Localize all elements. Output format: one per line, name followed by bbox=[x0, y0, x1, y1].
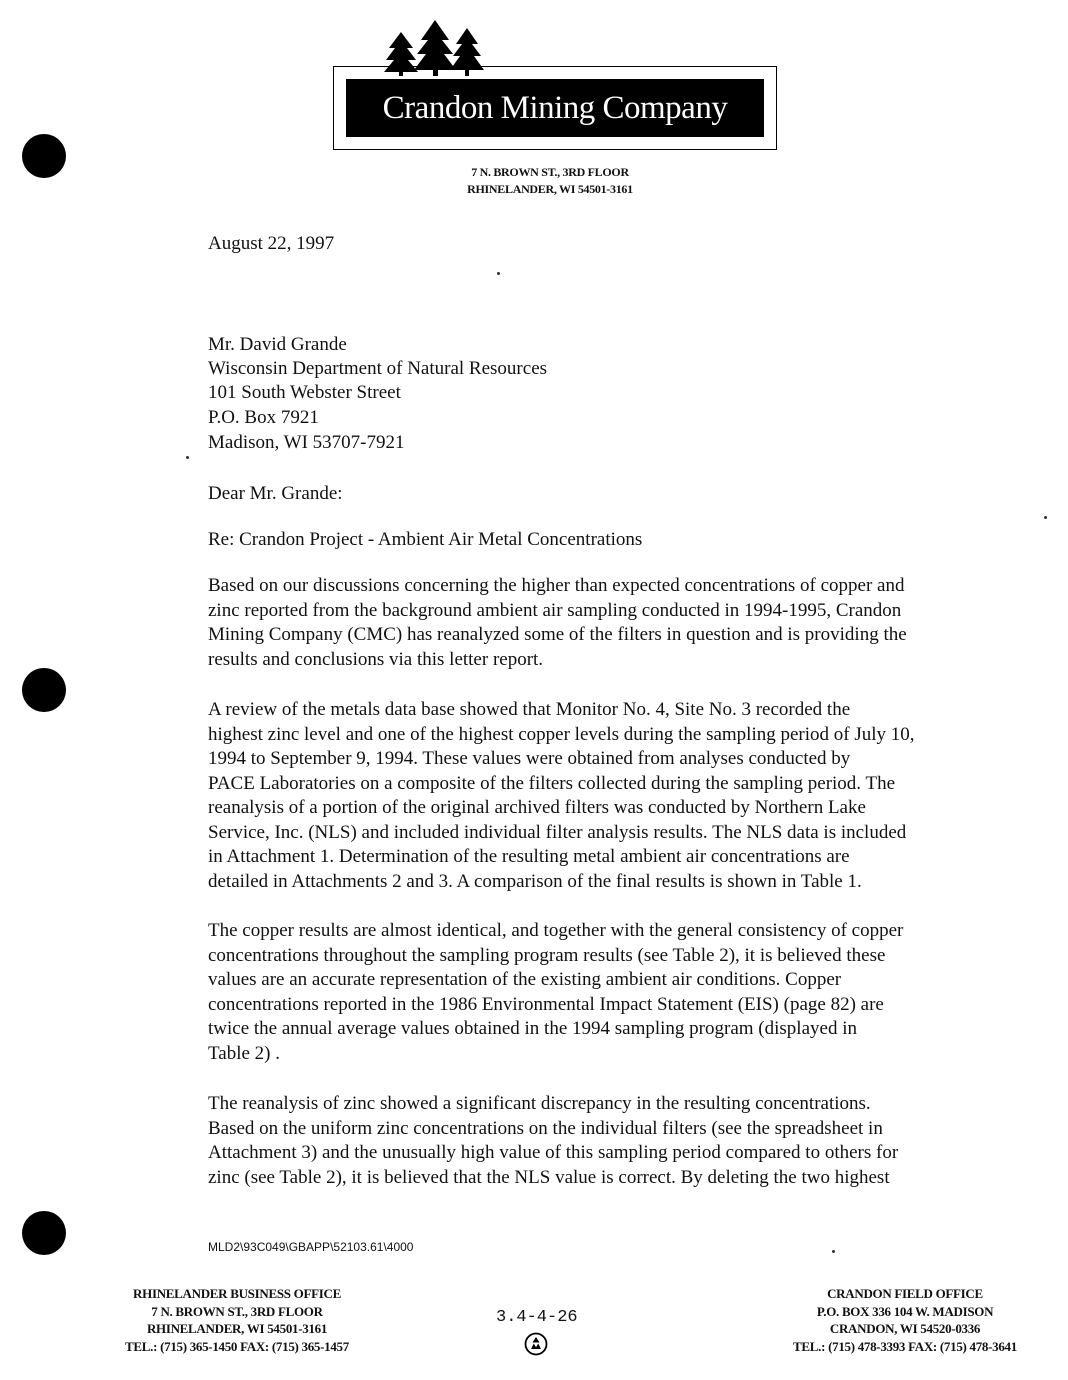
recipient-org: Wisconsin Department of Natural Resources bbox=[208, 358, 548, 379]
footer-business-office bbox=[92, 1285, 382, 1355]
scan-speck bbox=[497, 272, 500, 275]
recipient-name: Mr. David Grande bbox=[208, 334, 347, 355]
paragraph-line: values are an accurate representation of the existing ambient air conditions. Copper bbox=[208, 969, 842, 990]
paragraph-line: Based on our discussions concerning the higher than expected concentrations of copper and bbox=[208, 575, 905, 596]
paragraph-line: in Attachment 1. Determination of the resulting metal ambient air concentrations are bbox=[208, 846, 850, 867]
salutation: Dear Mr. Grande: bbox=[208, 483, 343, 504]
scan-speck bbox=[832, 1250, 835, 1253]
paragraph-line: PACE Laboratories on a composite of the filters collected during the sampling period. The bbox=[208, 772, 896, 794]
punch-hole-top bbox=[22, 134, 66, 178]
body-paragraph-4 bbox=[208, 1092, 988, 1190]
footer-left-line2: RHINELANDER, WI 54501-3161 bbox=[146, 1321, 328, 1336]
paragraph-line: concentrations throughout the sampling program results (see Table 2), it is believed these bbox=[208, 944, 886, 966]
scan-speck bbox=[186, 456, 189, 459]
letterhead-address-line2: RHINELANDER, WI 54501-3161 bbox=[467, 182, 633, 196]
paragraph-line: twice the annual average values obtained in the 1994 sampling program (displayed in bbox=[208, 1018, 857, 1039]
paragraph-line: Attachment 3) and the unusually high value of this sampling period compared to others for bbox=[208, 1142, 899, 1163]
body-paragraph-1 bbox=[208, 574, 988, 672]
paragraph-line: Mining Company (CMC) has reanalyzed some of the filters in question and is providing the bbox=[208, 624, 907, 645]
company-logo-frame bbox=[333, 66, 777, 150]
paragraph-line: zinc reported from the background ambient air sampling conducted in 1994-1995, Crandon bbox=[208, 599, 902, 621]
footer-right-line2: CRANDON, WI 54520-0336 bbox=[829, 1321, 981, 1336]
footer-left-line3: TEL.: (715) 365-1450 FAX: (715) 365-1457 bbox=[125, 1338, 349, 1354]
footer-right-line3: TEL.: (715) 478-3393 FAX: (715) 478-3641 bbox=[793, 1338, 1017, 1354]
paragraph-line: Table 2) . bbox=[208, 1042, 281, 1064]
paragraph-line: results and conclusions via this letter report. bbox=[208, 648, 544, 670]
paragraph-line: reanalysis of a portion of the original archived filters was conducted by Northern Lake bbox=[208, 797, 866, 818]
punch-hole-bottom bbox=[22, 1211, 66, 1255]
footer-left-title: RHINELANDER BUSINESS OFFICE bbox=[133, 1286, 341, 1301]
paragraph-line: A review of the metals data base showed that Monitor No. 4, Site No. 3 recorded the bbox=[208, 699, 851, 720]
recipient-street: 101 South Webster Street bbox=[208, 382, 401, 403]
letterhead-address-line1: 7 N. BROWN ST., 3RD FLOOR bbox=[471, 165, 629, 179]
recipient-city: Madison, WI 53707-7921 bbox=[208, 432, 405, 453]
footer-right-line1: P.O. BOX 336 104 W. MADISON bbox=[816, 1303, 994, 1319]
letter-date: August 22, 1997 bbox=[208, 233, 335, 254]
paragraph-line: The copper results are almost identical, and together with the general consistency of copper bbox=[208, 920, 904, 941]
footer-right-title: CRANDON FIELD OFFICE bbox=[827, 1286, 983, 1301]
paragraph-line: The reanalysis of zinc showed a significant discrepancy in the resulting concentrations. bbox=[208, 1093, 871, 1114]
file-reference-code: MLD2\93C049\GBAPP\52103.61\4000 bbox=[208, 1240, 414, 1254]
body-paragraph-2 bbox=[208, 698, 988, 894]
page-number: 3.4-4-26 bbox=[496, 1308, 578, 1327]
paragraph-line: 1994 to September 9, 1994. These values were obtained from analyses conducted by bbox=[208, 748, 851, 769]
recipient-po-box: P.O. Box 7921 bbox=[208, 407, 319, 428]
subject-line: Re: Crandon Project - Ambient Air Metal Concentrations bbox=[208, 529, 643, 550]
paragraph-line: detailed in Attachments 2 and 3. A comparison of the final results is shown in Table 1. bbox=[208, 870, 862, 892]
paragraph-line: Service, Inc. (NLS) and included individual filter analysis results. The NLS data is included bbox=[208, 821, 907, 843]
paragraph-line: concentrations reported in the 1986 Environmental Impact Statement (EIS) (page 82) are bbox=[208, 993, 884, 1015]
paragraph-line: zinc (see Table 2), it is believed that the NLS value is correct. By deleting the two highest bbox=[208, 1166, 890, 1188]
paragraph-line: highest zinc level and one of the highest copper levels during the sampling period of July 10, bbox=[208, 723, 915, 745]
punch-hole-middle bbox=[22, 668, 66, 712]
recycle-icon bbox=[524, 1332, 548, 1356]
footer-left-line1: 7 N. BROWN ST., 3RD FLOOR bbox=[151, 1303, 323, 1319]
body-paragraph-3 bbox=[208, 919, 988, 1066]
scan-speck bbox=[1044, 516, 1047, 519]
paragraph-line: Based on the uniform zinc concentrations on the individual filters (see the spreadsheet in bbox=[208, 1117, 883, 1139]
company-name-banner: Crandon Mining Company bbox=[346, 79, 764, 137]
footer-field-office bbox=[760, 1285, 1050, 1355]
